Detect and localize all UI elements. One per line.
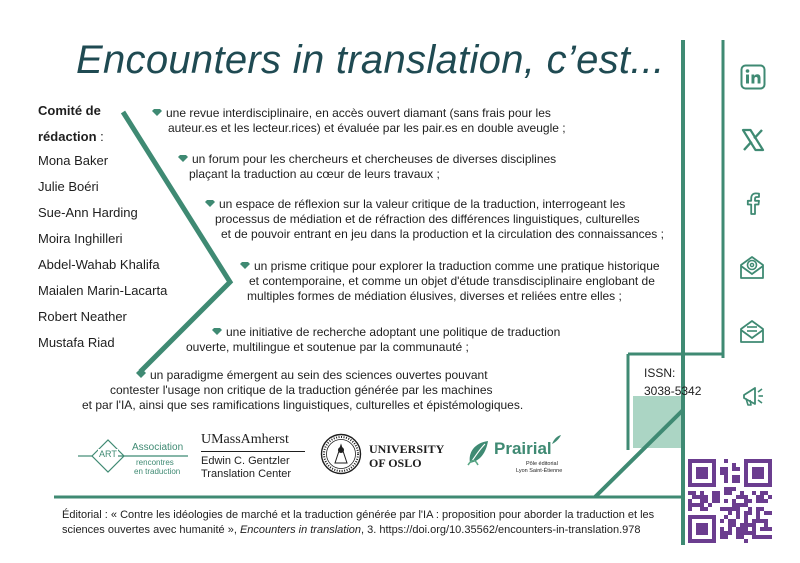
issn-value: 3038-5342 [644, 384, 702, 398]
diamond-icon [178, 155, 188, 162]
committee-member: Maialen Marin-Lacarta [38, 283, 168, 298]
umass-divider [201, 451, 305, 452]
oslo-seal-icon [320, 433, 362, 475]
megaphone-icon[interactable] [740, 383, 766, 409]
art-association-logo: ART Association rencontres en traduction [78, 436, 188, 476]
x-icon[interactable] [740, 127, 766, 153]
university-of-oslo-logo: UNIVERSITY OF OSLO [320, 433, 455, 477]
prairial-logo: Prairial Pôle éditorial Lyon Saint-Étienne [466, 434, 566, 478]
linkedin-icon[interactable] [740, 64, 766, 90]
committee-heading: Comité de rédaction : [38, 103, 104, 144]
diamond-icon [136, 371, 146, 378]
envelope-icon[interactable] [739, 318, 765, 344]
mission-point: une initiative de recherche adoptant une politique de traduction ouverte, multilingue et soutenue par la communauté ; [186, 325, 561, 354]
committee-member: Moira Inghilleri [38, 231, 123, 246]
qr-code[interactable] [688, 459, 772, 543]
diamond-icon [240, 262, 250, 269]
committee-member: Robert Neather [38, 309, 127, 324]
committee-member: Sue-Ann Harding [38, 205, 138, 220]
page-title: Encounters in translation, c’est... [76, 38, 665, 82]
mission-point: un prisme critique pour explorer la traduction comme une pratique historique et contemporaine, et comme un objet d'étude transdisciplinaire englobant de multiples formes de médiation élusives, diverses et reliées entre elles ; [240, 259, 660, 304]
email-at-icon[interactable] [739, 254, 765, 280]
committee-member: Mona Baker [38, 153, 109, 168]
mission-point: un forum pour les chercheurs et chercheuses de diverses disciplines plaçant la traduction au cœur de leurs travaux ; [178, 152, 556, 182]
committee-member: Abdel-Wahab Khalifa [38, 257, 160, 272]
issn [644, 364, 701, 400]
diamond-icon [205, 200, 215, 207]
facebook-icon[interactable] [740, 190, 766, 216]
prairial-leaf-icon [466, 439, 492, 467]
mission-point: un espace de réflexion sur la valeur critique de la traduction, interrogeant les processus de médiation et de réfraction des différences linguistiques, culturelles et de pouvoir entrant en jeu dans la production et la circulation des connaissances ; [205, 197, 664, 242]
mission-point: un paradigme émergent au sein des sciences ouvertes pouvant contester l'usage non critique de la traduction générée par les machines et par l'IA, ainsi que ses ramifications linguistiques, culturelles et épistémologiques. [82, 368, 524, 412]
committee-member: Mustafa Riad [38, 335, 115, 350]
prairial-accent-icon [550, 434, 562, 446]
editorial-reference: Éditorial : « Contre les idéologies de marché et la traduction générée par l'IA : proposition pour aborder la traduction et les sciences ouvertes avec humanité », Encounters in translation, 3. https://doi.org/10.35562/encounters-in-translation.978 [62, 509, 655, 536]
umass-amherst-logo: UMassAmherst Edwin C. Gentzler Translation Center [201, 432, 311, 482]
diamond-icon [152, 109, 162, 116]
committee-member: Julie Boéri [38, 179, 99, 194]
mission-point: une revue interdisciplinaire, en accès ouvert diamant (sans frais pour les auteur.es et les lecteur.rices) et évaluée par les pair.es en double aveugle ; [152, 106, 566, 136]
issn-label: ISSN: [644, 366, 676, 380]
diamond-icon [212, 328, 222, 335]
